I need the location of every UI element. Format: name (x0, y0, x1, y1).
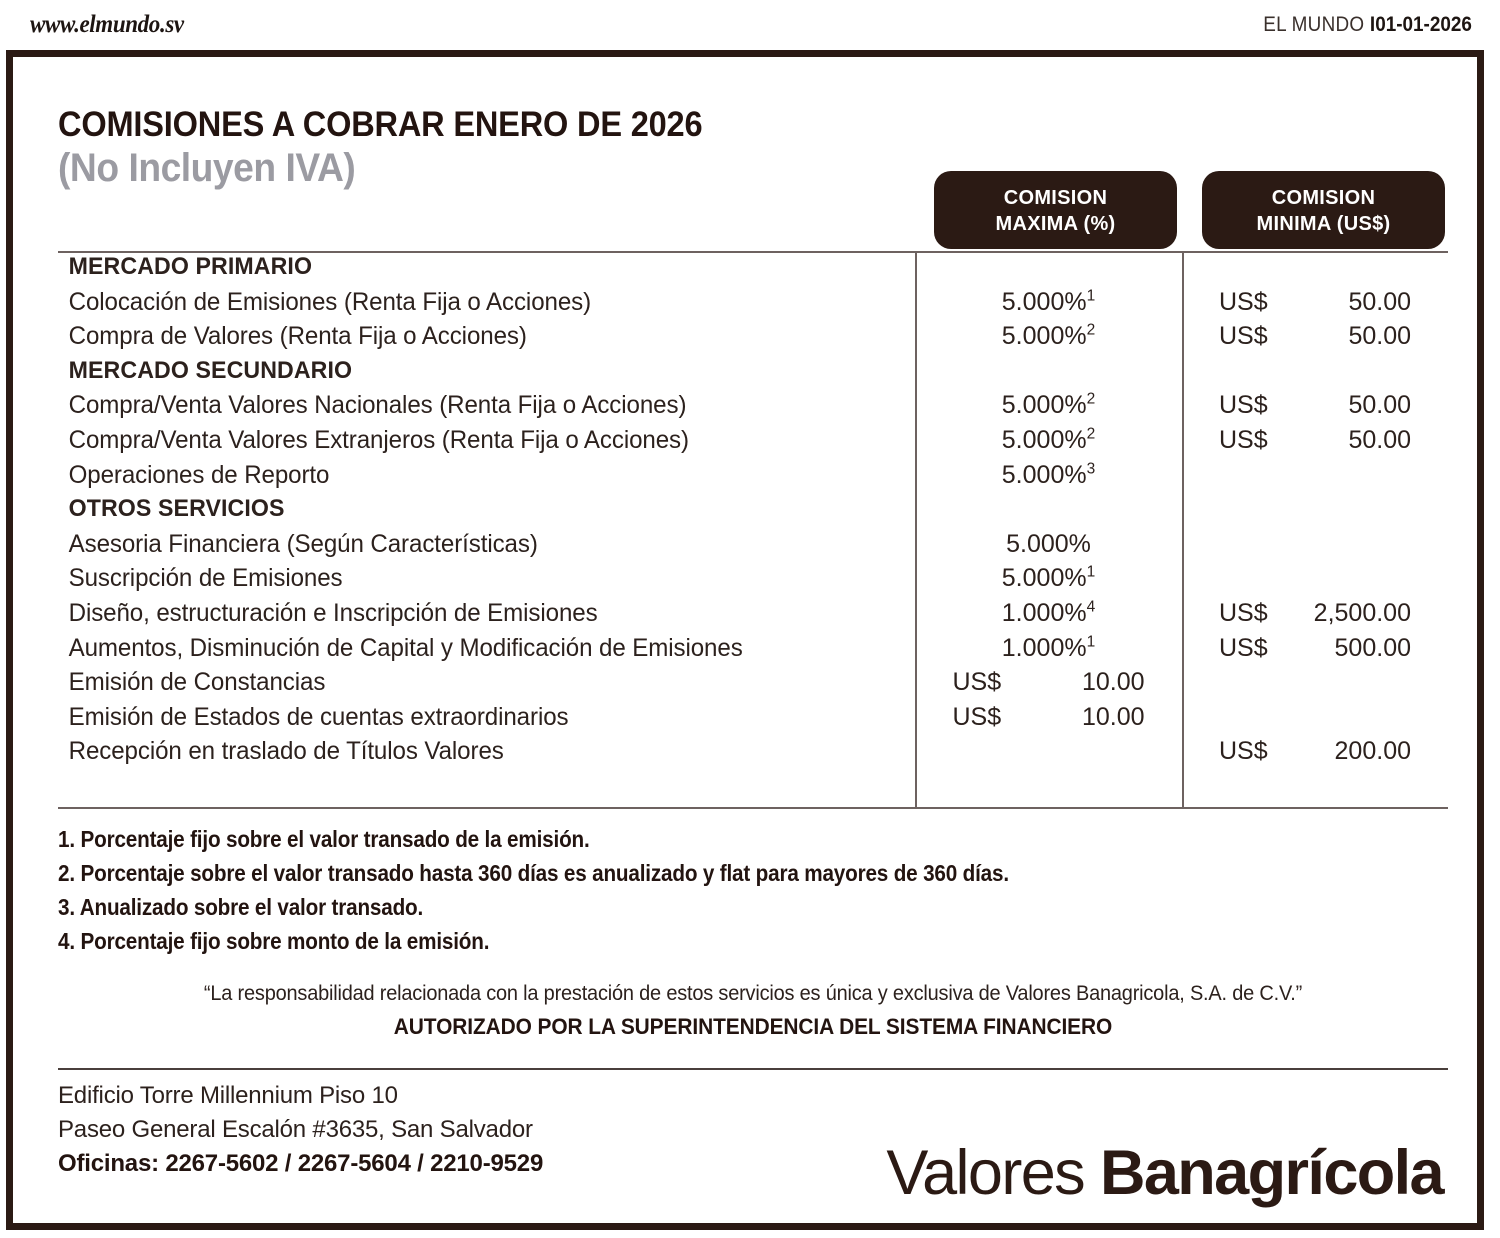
comision-minima-line2: MINIMA (US$) (1256, 213, 1391, 236)
footnotes-list (58, 822, 1448, 958)
row-label: Colocación de Emisiones (Renta Fija o Acciones) (68, 287, 592, 316)
disclaimer-authorization: AUTORIZADO POR LA SUPERINTENDENCIA DEL SISTEMA FINANCIERO (393, 1014, 1113, 1039)
table-row (58, 322, 1448, 357)
footnote-marker: 1 (1086, 564, 1096, 582)
row-label: Suscripción de Emisiones (68, 564, 343, 593)
currency-symbol: US$ (1219, 391, 1268, 420)
cell-comision-maxima (915, 461, 1182, 490)
row-label: Aumentos, Disminución de Capital y Modificación de Emisiones (68, 633, 743, 662)
percent-value: 1.000% (1001, 598, 1087, 627)
table-row (58, 391, 1448, 426)
cell-comision-maxima (915, 634, 1182, 663)
cell-comision-maxima (915, 668, 1182, 697)
cell-comision-maxima (915, 322, 1182, 351)
currency-value (1211, 634, 1419, 663)
footnote-marker: 2 (1086, 391, 1096, 409)
currency-value (1211, 391, 1419, 420)
table-row (58, 461, 1448, 496)
currency-symbol: US$ (952, 702, 1002, 731)
currency-value (1211, 288, 1419, 317)
amount-value: 50.00 (1348, 391, 1411, 420)
table-section-header (58, 357, 1448, 392)
offices-phones: Oficinas: 2267-5602 / 2267-5604 / 2210-9529 (58, 1150, 544, 1178)
currency-value (945, 703, 1153, 732)
title-block (58, 107, 918, 190)
currency-symbol: US$ (1219, 425, 1268, 454)
cell-comision-maxima (915, 391, 1182, 420)
row-label: Operaciones de Reporto (68, 460, 330, 489)
table-row (58, 634, 1448, 669)
cell-comision-minima (1182, 426, 1448, 455)
amount-value: 10.00 (1081, 702, 1145, 731)
currency-symbol: US$ (952, 668, 1002, 697)
row-label: Compra/Venta Valores Nacionales (Renta Fija o Acciones) (68, 391, 687, 420)
currency-symbol: US$ (1219, 598, 1268, 627)
percent-value: 5.000% (1001, 322, 1087, 351)
address-line-2: Paseo General Escalón #3635, San Salvador (58, 1116, 533, 1144)
currency-value (1211, 426, 1419, 455)
masthead (1263, 13, 1472, 37)
brand-name-light: Valores (886, 1138, 1100, 1208)
column-header-comision-minima (1202, 171, 1445, 249)
row-label: Recepción en traslado de Títulos Valores (68, 737, 504, 766)
brand-name-bold: Banagrícola (1099, 1138, 1443, 1208)
percent-value: 5.000% (1001, 460, 1087, 489)
company-logo (886, 1138, 1443, 1208)
percent-value: 1.000% (1001, 633, 1087, 662)
amount-value: 500.00 (1334, 633, 1411, 662)
footer-address (58, 1079, 758, 1181)
cell-comision-maxima (915, 599, 1182, 628)
amount-value: 2,500.00 (1313, 598, 1411, 627)
row-label: MERCADO PRIMARIO (68, 253, 313, 280)
row-label: MERCADO SECUNDARIO (68, 356, 353, 384)
comision-maxima-line2: MAXIMA (%) (995, 213, 1116, 236)
amount-value: 200.00 (1334, 737, 1411, 766)
cell-comision-maxima (915, 426, 1182, 455)
address-line-1: Edificio Torre Millennium Piso 10 (58, 1082, 398, 1109)
row-label: Diseño, estructuración e Inscripción de Emisiones (68, 598, 598, 627)
footnote-marker: 2 (1086, 425, 1096, 443)
row-label: Emisión de Estados de cuentas extraordinarios (68, 702, 569, 731)
site-url: www.elmundo.sv (30, 11, 184, 38)
amount-value: 10.00 (1081, 668, 1145, 697)
row-label: Compra de Valores (Renta Fija o Acciones) (68, 322, 527, 351)
page-title: COMISIONES A COBRAR ENERO DE 2026 (58, 105, 703, 144)
row-label: Compra/Venta Valores Extranjeros (Renta Fija o Acciones) (68, 425, 689, 454)
table-row (58, 737, 1448, 772)
table-row (58, 564, 1448, 599)
currency-symbol: US$ (1219, 633, 1268, 662)
row-label: Emisión de Constancias (68, 668, 326, 697)
table-row (58, 668, 1448, 703)
commissions-table-body (58, 253, 1448, 772)
comision-minima-line1: COMISION (1271, 187, 1376, 209)
masthead-name: EL MUNDO (1263, 13, 1365, 36)
currency-symbol: US$ (1219, 737, 1268, 766)
table-row (58, 288, 1448, 323)
currency-symbol: US$ (1219, 322, 1268, 351)
comision-maxima-line1: COMISION (1003, 187, 1108, 209)
footnote-marker: 4 (1086, 598, 1096, 616)
currency-value (1211, 737, 1419, 766)
disclaimer-block (58, 982, 1448, 1040)
footnote-marker: 3 (1086, 460, 1096, 478)
cell-comision-maxima (915, 530, 1182, 559)
percent-value: 5.000% (1001, 287, 1087, 316)
table-row (58, 703, 1448, 738)
masthead-date: 01-01-2026 (1375, 13, 1472, 36)
disclaimer-quote: “La responsabilidad relacionada con la prestación de estos servicios es única y exclusiva de Valores Banagricola, S.A. de C.V.” (203, 982, 1303, 1005)
currency-value (1211, 599, 1419, 628)
commissions-table (58, 251, 1448, 809)
percent-value: 5.000% (1001, 425, 1087, 454)
currency-value (1211, 322, 1419, 351)
table-row (58, 426, 1448, 461)
footnote-item: 4. Porcentaje fijo sobre monto de la emisión. (58, 928, 490, 955)
percent-value: 5.000% (1001, 391, 1087, 420)
advertisement-frame (6, 50, 1484, 1230)
column-header-comision-maxima (934, 171, 1177, 249)
cell-comision-minima (1182, 737, 1448, 766)
cell-comision-minima (1182, 391, 1448, 420)
percent-value: 5.000% (1006, 529, 1091, 558)
footnote-marker: 1 (1086, 287, 1096, 305)
footnote-item: 3. Anualizado sobre el valor transado. (58, 894, 424, 921)
advertisement-inner (13, 57, 1477, 1223)
row-label: OTROS SERVICIOS (68, 495, 285, 523)
cell-comision-maxima (915, 703, 1182, 732)
footnote-marker: 2 (1086, 321, 1096, 339)
table-row (58, 599, 1448, 634)
amount-value: 50.00 (1348, 322, 1411, 351)
cell-comision-maxima (915, 564, 1182, 593)
footnote-item: 1. Porcentaje fijo sobre el valor transado de la emisión. (58, 826, 590, 852)
page-top-bar (0, 0, 1500, 50)
footnote-marker: 1 (1086, 633, 1096, 651)
cell-comision-minima (1182, 634, 1448, 663)
amount-value: 50.00 (1348, 425, 1411, 454)
table-section-header (58, 495, 1448, 530)
table-row (58, 530, 1448, 565)
cell-comision-minima (1182, 322, 1448, 351)
page-subtitle: (No Incluyen IVA) (58, 145, 356, 190)
cell-comision-minima (1182, 599, 1448, 628)
footer-divider (58, 1068, 1448, 1070)
footnote-item: 2. Porcentaje sobre el valor transado hasta 360 días es anualizado y flat para mayores de 360 días. (58, 860, 1009, 887)
currency-value (945, 668, 1153, 697)
currency-symbol: US$ (1219, 287, 1268, 316)
cell-comision-minima (1182, 288, 1448, 317)
percent-value: 5.000% (1001, 564, 1087, 593)
table-section-header (58, 253, 1448, 288)
cell-comision-maxima (915, 288, 1182, 317)
amount-value: 50.00 (1348, 287, 1411, 316)
masthead-separator: I (1370, 13, 1376, 36)
row-label: Asesoria Financiera (Según Características) (68, 529, 538, 558)
